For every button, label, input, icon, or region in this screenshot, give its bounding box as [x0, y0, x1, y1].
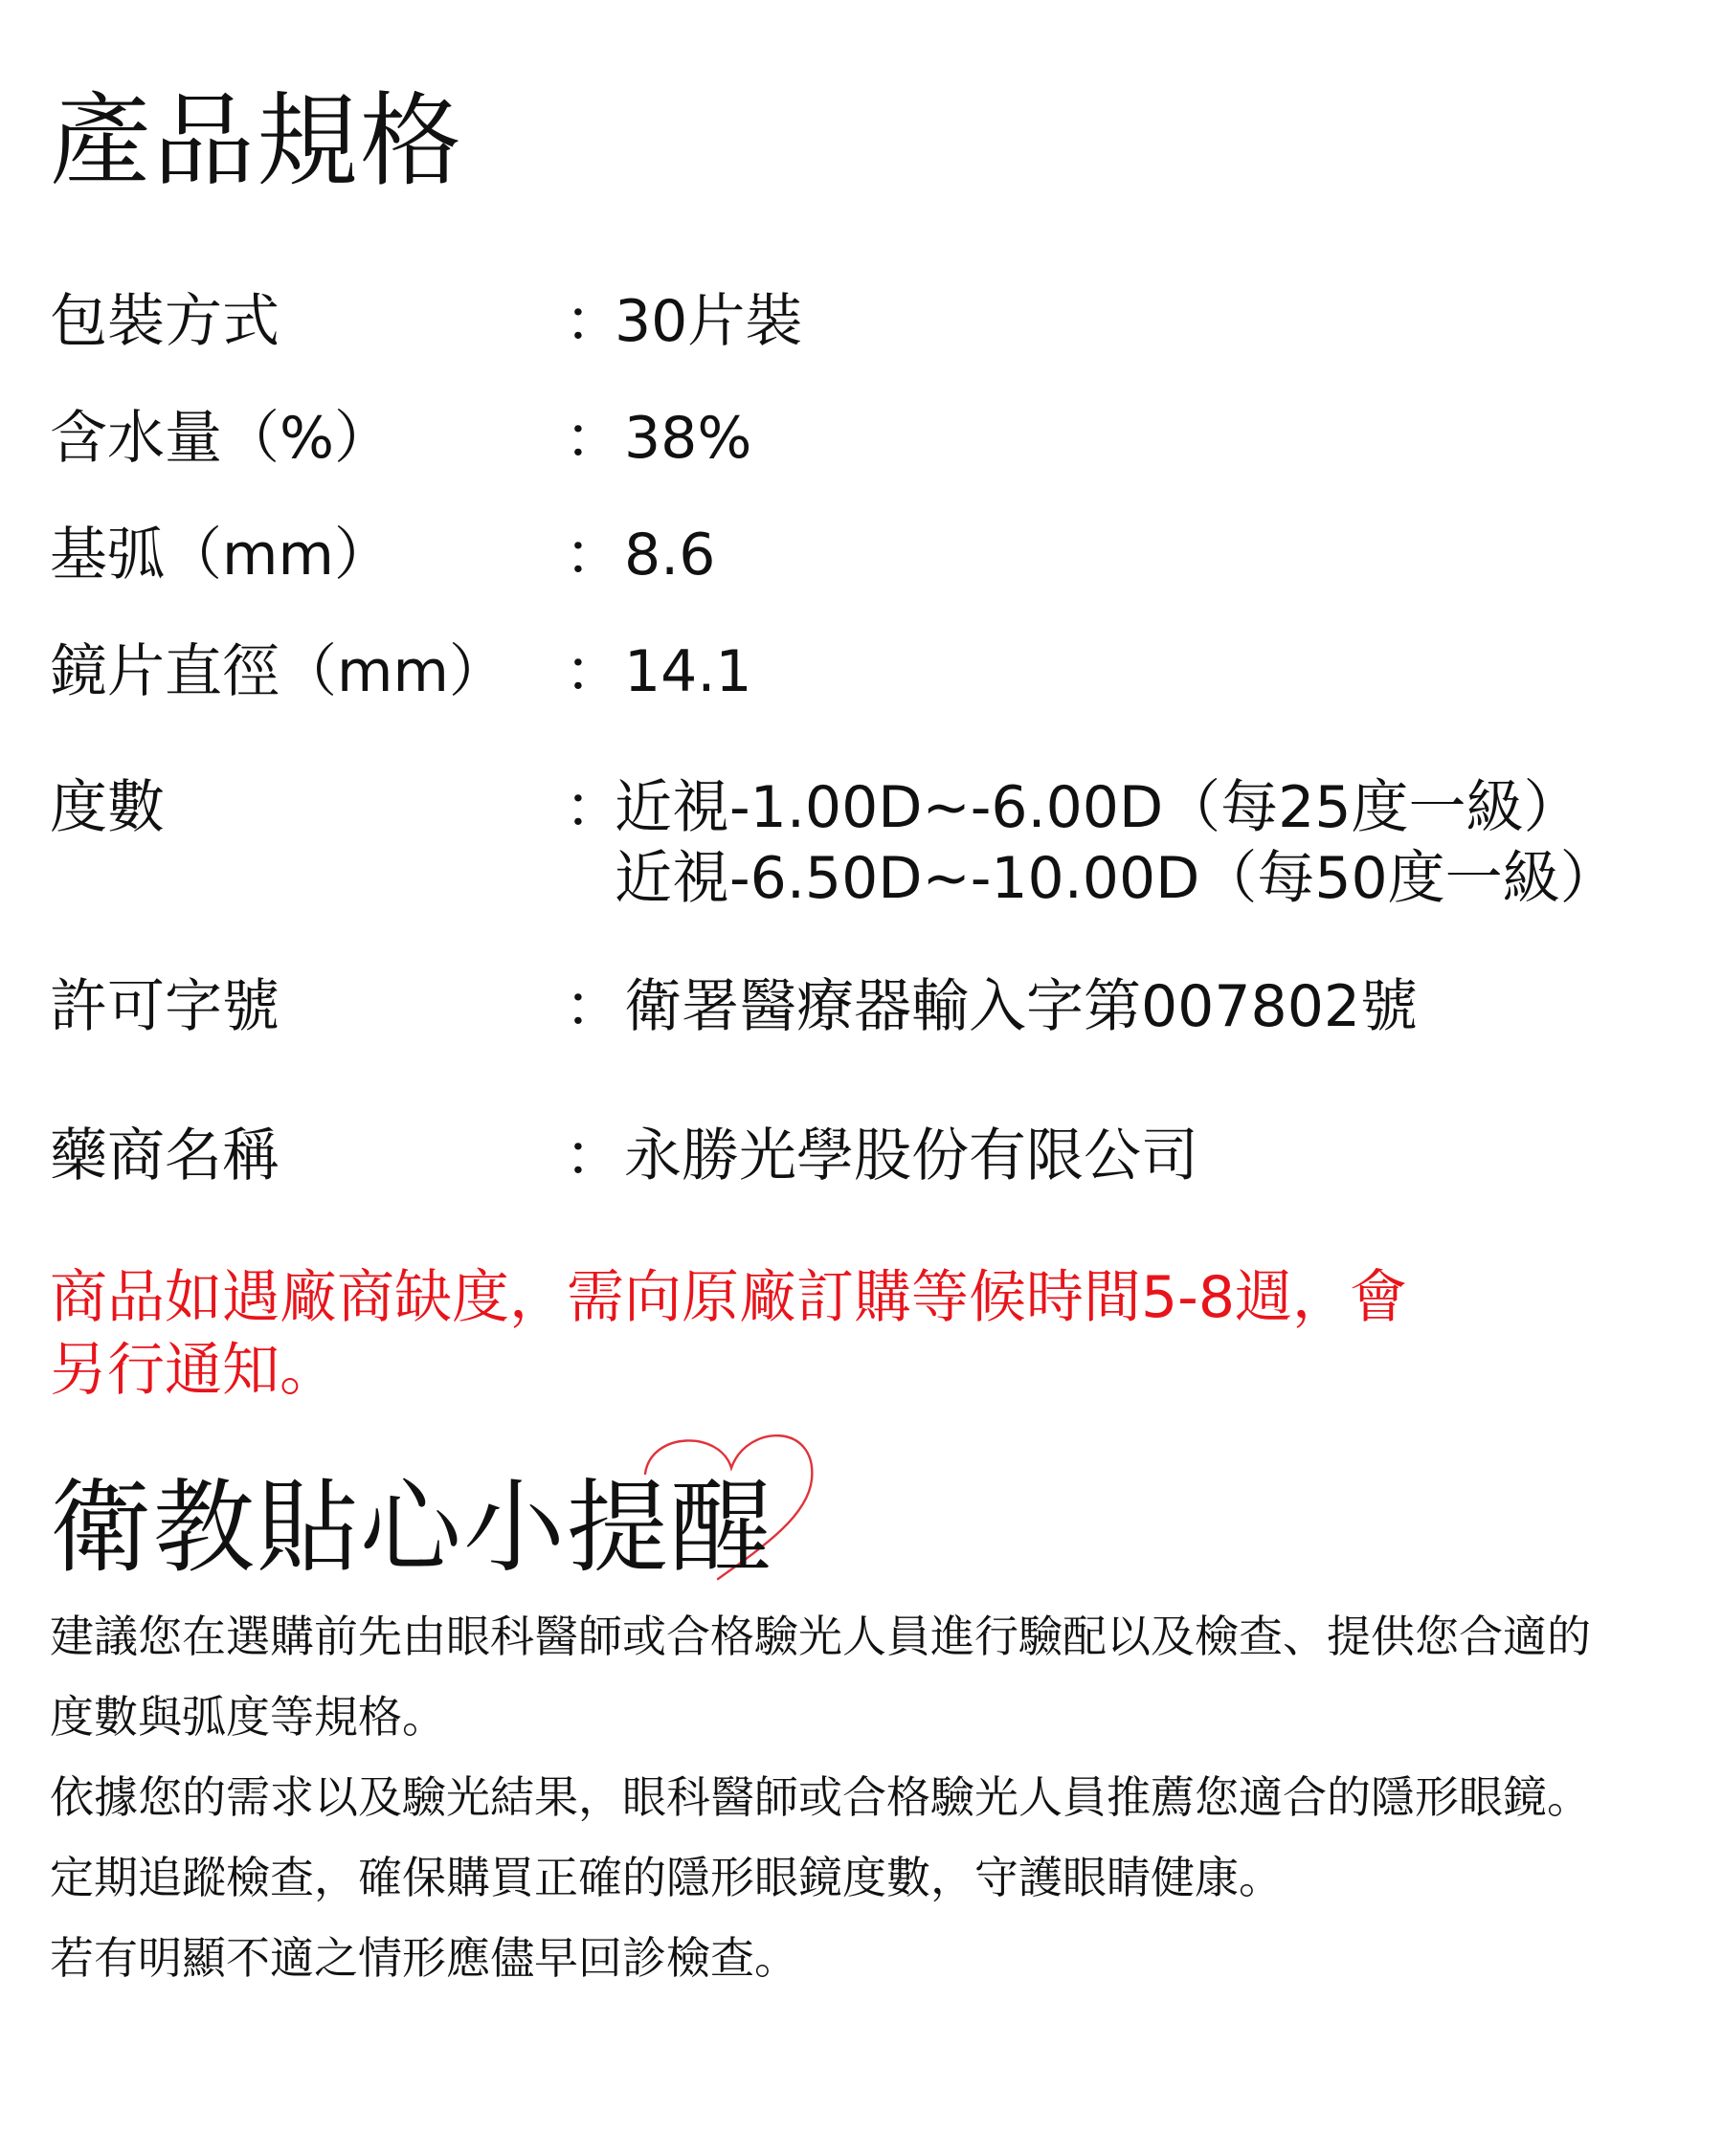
spec-value: 30片裝: [615, 288, 803, 355]
tips-body: [50, 1596, 1696, 1998]
tips-line: 依據您的需求以及驗光結果，眼科醫師或合格驗光人員推薦您適合的隱形眼鏡。: [50, 1771, 1591, 1823]
spec-label: 藥商名稱: [50, 1122, 280, 1189]
spec-label: 基弧（mm）: [50, 522, 392, 589]
spec-row-power: [50, 773, 1677, 917]
tips-line: 定期追蹤檢查，確保購買正確的隱形眼鏡度數，守護眼睛健康。: [50, 1852, 1283, 1903]
tips-line: 度數與弧度等規格。: [50, 1691, 446, 1743]
spec-value: 永勝光學股份有限公司: [624, 1122, 1198, 1189]
spec-value: 衛署醫療器輸入字第007802號: [624, 973, 1419, 1040]
stock-notice: [50, 1261, 1486, 1407]
stock-notice-line: 商品如遇廠商缺度，需向原廠訂購等候時間5-8週，會: [50, 1264, 1407, 1331]
spec-label: 包裝方式: [50, 288, 280, 355]
spec-value: 38%: [624, 405, 752, 472]
spec-colon: ：: [565, 638, 622, 705]
spec-value-second-line: 近視-6.50D~-10.00D（每50度一級）: [615, 845, 1618, 912]
spec-label: 含水量（%）: [50, 405, 392, 472]
spec-value: 14.1: [624, 638, 752, 705]
page-title: 產品規格: [50, 82, 463, 200]
spec-colon: ：: [565, 288, 622, 355]
spec-colon: ：: [565, 1122, 622, 1189]
spec-value: 近視-1.00D~-6.00D（每25度一級）: [615, 774, 1581, 841]
spec-label: 度數: [50, 774, 165, 841]
spec-colon: ：: [565, 774, 622, 841]
tips-line: 建議您在選購前先由眼科醫師或合格驗光人員進行驗配以及檢查、提供您合適的: [50, 1611, 1591, 1662]
spec-colon: ：: [565, 973, 622, 1040]
spec-colon: ：: [565, 522, 622, 589]
spec-colon: ：: [565, 405, 622, 472]
tips-title: 衛教貼心小提醒: [50, 1469, 773, 1587]
tips-line: 若有明顯不適之情形應儘早回診檢查。: [50, 1932, 798, 1984]
spec-label: 許可字號: [50, 973, 280, 1040]
stock-notice-line: 另行通知。: [50, 1337, 337, 1404]
spec-label: 鏡片直徑（mm）: [50, 638, 506, 705]
spec-value: 8.6: [624, 522, 716, 589]
